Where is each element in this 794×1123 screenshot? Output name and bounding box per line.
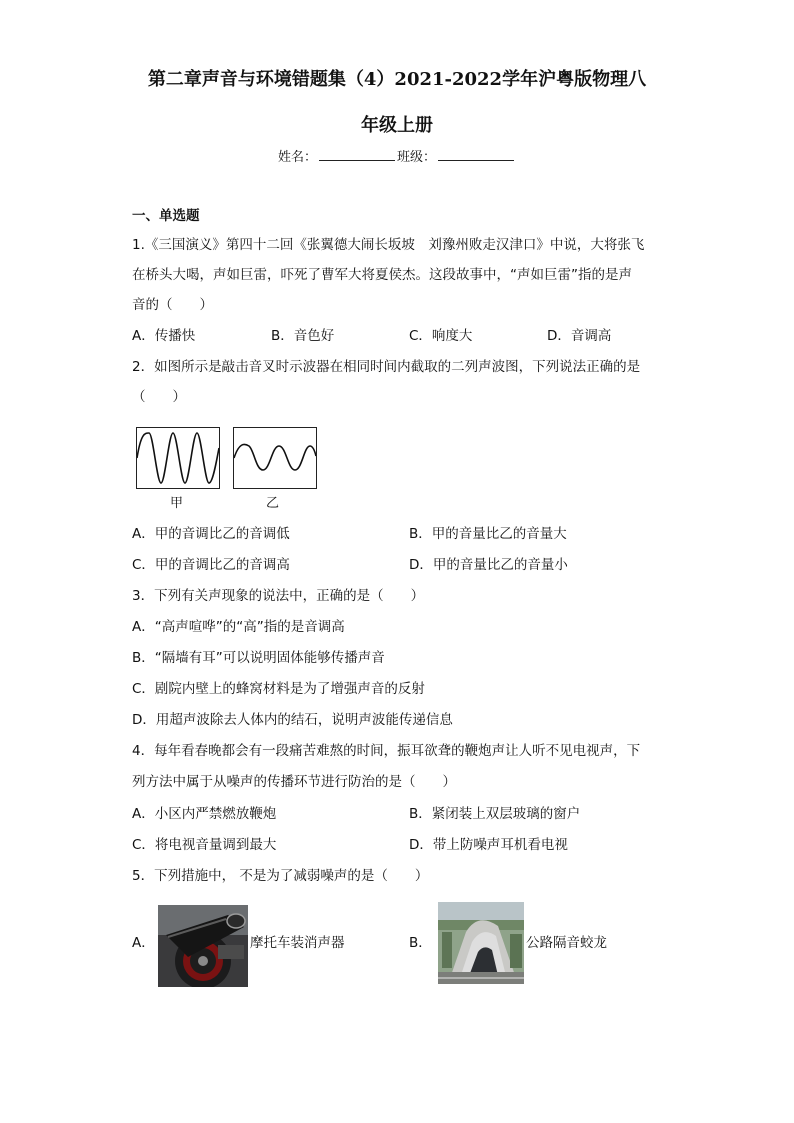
highway-sound-barrier-photo xyxy=(438,902,524,984)
waveform-a-curve xyxy=(137,433,219,483)
q1-stem-line-3: 音的（ ） xyxy=(132,297,213,313)
waveform-b-svg xyxy=(234,428,316,488)
q2-option-c[interactable]: C．甲的音调比乙的音调高 xyxy=(132,557,290,573)
q1-stem-line-2: 在桥头大喝，声如巨雷，吓死了曹军大将夏侯杰。这段故事中，“声如巨雷”指的是声 xyxy=(132,267,632,283)
highway-sound-barrier-image xyxy=(438,902,524,984)
motorcycle-muffler-photo xyxy=(158,905,248,987)
document-title-line-2: 年级上册 xyxy=(361,115,433,136)
waveform-b-label: 乙 xyxy=(266,496,280,511)
q4-option-c[interactable]: C．将电视音量调到最大 xyxy=(132,837,277,853)
waveform-a-figure xyxy=(136,427,220,489)
q4-option-d[interactable]: D．带上防噪声耳机看电视 xyxy=(409,837,568,853)
motorcycle-muffler-image xyxy=(158,905,248,987)
q4-stem-line-2: 列方法中属于从噪声的传播环节进行防治的是（ ） xyxy=(132,774,456,790)
q1-option-c[interactable]: C．响度大 xyxy=(409,328,473,344)
class-blank[interactable] xyxy=(438,148,514,161)
q3-option-b[interactable]: B．“隔墙有耳”可以说明固体能够传播声音 xyxy=(132,650,385,666)
q2-option-a[interactable]: A．甲的音调比乙的音调低 xyxy=(132,526,290,542)
q4-stem-line-1: 4．每年看春晚都会有一段痛苦难熬的时间，振耳欲聋的鞭炮声让人听不见电视声，下 xyxy=(132,743,641,759)
waveform-b-figure xyxy=(233,427,317,489)
waveform-b-curve xyxy=(234,444,316,470)
q3-option-d[interactable]: D．用超声波除去人体内的结石，说明声波能传递信息 xyxy=(132,712,453,728)
q5-stem-line-1: 5．下列措施中， 不是为了减弱噪声的是（ ） xyxy=(132,868,429,884)
q5-option-b-text[interactable]: 公路隔音蛟龙 xyxy=(526,935,607,951)
q1-option-d[interactable]: D．音调高 xyxy=(547,328,612,344)
q5-option-a-text[interactable]: 摩托车装消声器 xyxy=(250,935,345,951)
q5-option-a-letter[interactable]: A． xyxy=(132,935,155,951)
name-blank[interactable] xyxy=(319,148,395,161)
name-label: 姓名： xyxy=(277,150,317,165)
q2-option-b[interactable]: B．甲的音量比乙的音量大 xyxy=(409,526,567,542)
section-heading: 一、单选题 xyxy=(132,208,200,224)
class-label: 班级： xyxy=(397,150,437,165)
q3-option-c[interactable]: C．剧院内壁上的蜂窝材料是为了增强声音的反射 xyxy=(132,681,425,697)
q2-stem-line-2: （ ） xyxy=(132,389,186,405)
q2-stem-line-1: 2．如图所示是敲击音叉时示波器在相同时间内截取的二列声波图，下列说法正确的是 xyxy=(132,359,641,375)
student-info xyxy=(0,146,794,165)
document-title-line-1: 第二章声音与环境错题集（4）2021-2022学年沪粤版物理八 xyxy=(147,69,647,90)
waveform-a-label: 甲 xyxy=(170,496,184,511)
waveform-a-svg xyxy=(137,428,219,488)
q1-stem-line-1: 1.《三国演义》第四十二回《张翼德大闹长坂坡 刘豫州败走汉津口》中说，大将张飞 xyxy=(132,237,645,253)
q4-option-b[interactable]: B．紧闭装上双层玻璃的窗户 xyxy=(409,806,581,822)
q5-option-b-letter[interactable]: B． xyxy=(409,935,432,951)
q2-option-d[interactable]: D．甲的音量比乙的音量小 xyxy=(409,557,568,573)
q3-stem-line-1: 3．下列有关声现象的说法中，正确的是（ ） xyxy=(132,588,425,604)
q1-option-b[interactable]: B．音色好 xyxy=(271,328,335,344)
q1-option-a[interactable]: A．传播快 xyxy=(132,328,196,344)
q3-option-a[interactable]: A．“高声喧哗”的“高”指的是音调高 xyxy=(132,619,345,635)
q4-option-a[interactable]: A．小区内严禁燃放鞭炮 xyxy=(132,806,277,822)
